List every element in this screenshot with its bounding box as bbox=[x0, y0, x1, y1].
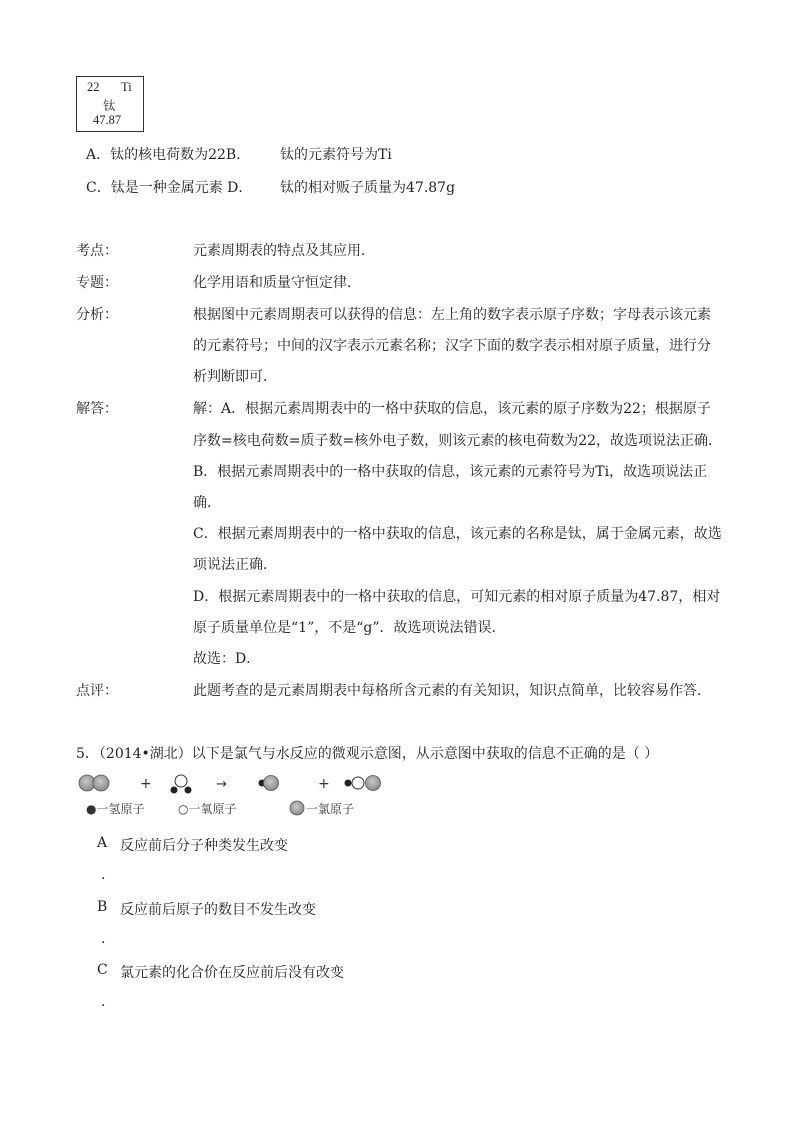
hydrogen-atom-icon bbox=[171, 787, 178, 794]
q4-option-d-text: 钛的相对贩子质量为47.87g bbox=[280, 180, 456, 196]
kaodian-text: 元素周期表的特点及其应用． bbox=[193, 243, 375, 259]
atomic-number: 22 bbox=[87, 80, 100, 94]
jieda-line: 故选：D． bbox=[193, 651, 261, 667]
jieda-line: 解：A．根据元素周期表中的一格中获取的信息，该元素的原子序数为22；根据原子 bbox=[193, 401, 711, 417]
q5-option-b-dot: . bbox=[101, 931, 106, 947]
fenxi-line: 根据图中元素周期表可以获得的信息：左上角的数字表示原子序数；字母表示该元素 bbox=[193, 307, 711, 323]
q5-option-c-text: 氯元素的化合价在反应前后没有改变 bbox=[120, 965, 344, 981]
reaction-diagram bbox=[78, 771, 398, 819]
q5-option-c-letter: C bbox=[97, 962, 108, 978]
q5-option-a-dot: . bbox=[101, 867, 106, 883]
legend-chlorine: 一氯原子 bbox=[306, 802, 355, 816]
oxygen-atom-icon bbox=[175, 775, 187, 787]
oxygen-atom-icon bbox=[352, 777, 364, 789]
periodic-table-cell bbox=[76, 76, 144, 132]
chlorine-atom-icon bbox=[93, 775, 109, 791]
chlorine-atom-icon bbox=[264, 776, 279, 791]
chlorine-atom-icon bbox=[79, 775, 95, 791]
zhuanti-text: 化学用语和质量守恒定律． bbox=[193, 275, 361, 291]
q5-option-c-dot: . bbox=[101, 994, 106, 1010]
q5-option-a-text: 反应前后分子种类发生改变 bbox=[120, 838, 288, 854]
chlorine-atom-icon bbox=[366, 776, 381, 791]
q5-option-a-letter: A bbox=[97, 835, 108, 851]
dianping-label: 点评： bbox=[76, 683, 118, 699]
arrow-icon: → bbox=[216, 777, 227, 792]
jieda-line: D．根据元素周期表中的一格中获取的信息，可知元素的相对原子质量为47.87，相对 bbox=[193, 589, 721, 605]
q4-option-a-b-left: A．钛的核电荷数为22B． bbox=[86, 147, 251, 163]
q4-option-b-text: 钛的元素符号为Ti bbox=[280, 147, 392, 163]
atomic-mass: 47.87 bbox=[93, 113, 122, 127]
jieda-line: 序数=核电荷数=质子数=核外电子数，则该元素的核电荷数为22，故选项说法正确． bbox=[193, 433, 723, 449]
q5-stem: 5．（2014•湖北）以下是氯气与水反应的微观示意图，从示意图中获取的信息不正确的是（ ） bbox=[76, 746, 659, 762]
jieda-line: B．根据元素周期表中的一格中获取的信息，该元素的元素符号为Ti，故选项说法正 bbox=[193, 464, 708, 480]
dianping-text: 此题考查的是元素周期表中每格所含元素的有关知识，知识点简单，比较容易作答． bbox=[193, 683, 711, 699]
q4-option-c-d-left: C．钛是一种金属元素 D． bbox=[86, 180, 253, 196]
hydrogen-atom-icon bbox=[185, 787, 192, 794]
hydrogen-atom-icon bbox=[345, 780, 352, 787]
jieda-line: 确． bbox=[193, 495, 221, 511]
legend-hydrogen: ●一氢原子 bbox=[86, 802, 145, 816]
legend-oxygen: ○一氧原子 bbox=[178, 802, 237, 816]
element-symbol: Ti bbox=[121, 80, 132, 94]
kaodian-label: 考点： bbox=[76, 243, 118, 259]
jieda-line: 原子质量单位是“1”，不是“g”．故选项说法错误． bbox=[193, 620, 506, 636]
q5-option-b-text: 反应前后原子的数目不发生改变 bbox=[120, 902, 316, 918]
jieda-line: C．根据元素周期表中的一格中获取的信息，该元素的名称是钛，属于金属元素，故选 bbox=[193, 526, 722, 542]
jieda-line: 项说法正确． bbox=[193, 557, 277, 573]
zhuanti-label: 专题： bbox=[76, 275, 118, 291]
fenxi-line: 析判断即可． bbox=[193, 369, 277, 385]
fenxi-line: 的元素符号；中间的汉字表示元素名称；汉字下面的数字表示相对原子质量，进行分 bbox=[193, 338, 711, 354]
fenxi-label: 分析： bbox=[76, 307, 118, 323]
chlorine-atom-icon bbox=[290, 801, 304, 815]
jieda-label: 解答： bbox=[76, 401, 118, 417]
plus-sign: + bbox=[318, 776, 330, 792]
plus-sign: + bbox=[140, 776, 152, 792]
q5-option-b-letter: B bbox=[97, 899, 108, 915]
element-name: 钛 bbox=[103, 99, 116, 113]
